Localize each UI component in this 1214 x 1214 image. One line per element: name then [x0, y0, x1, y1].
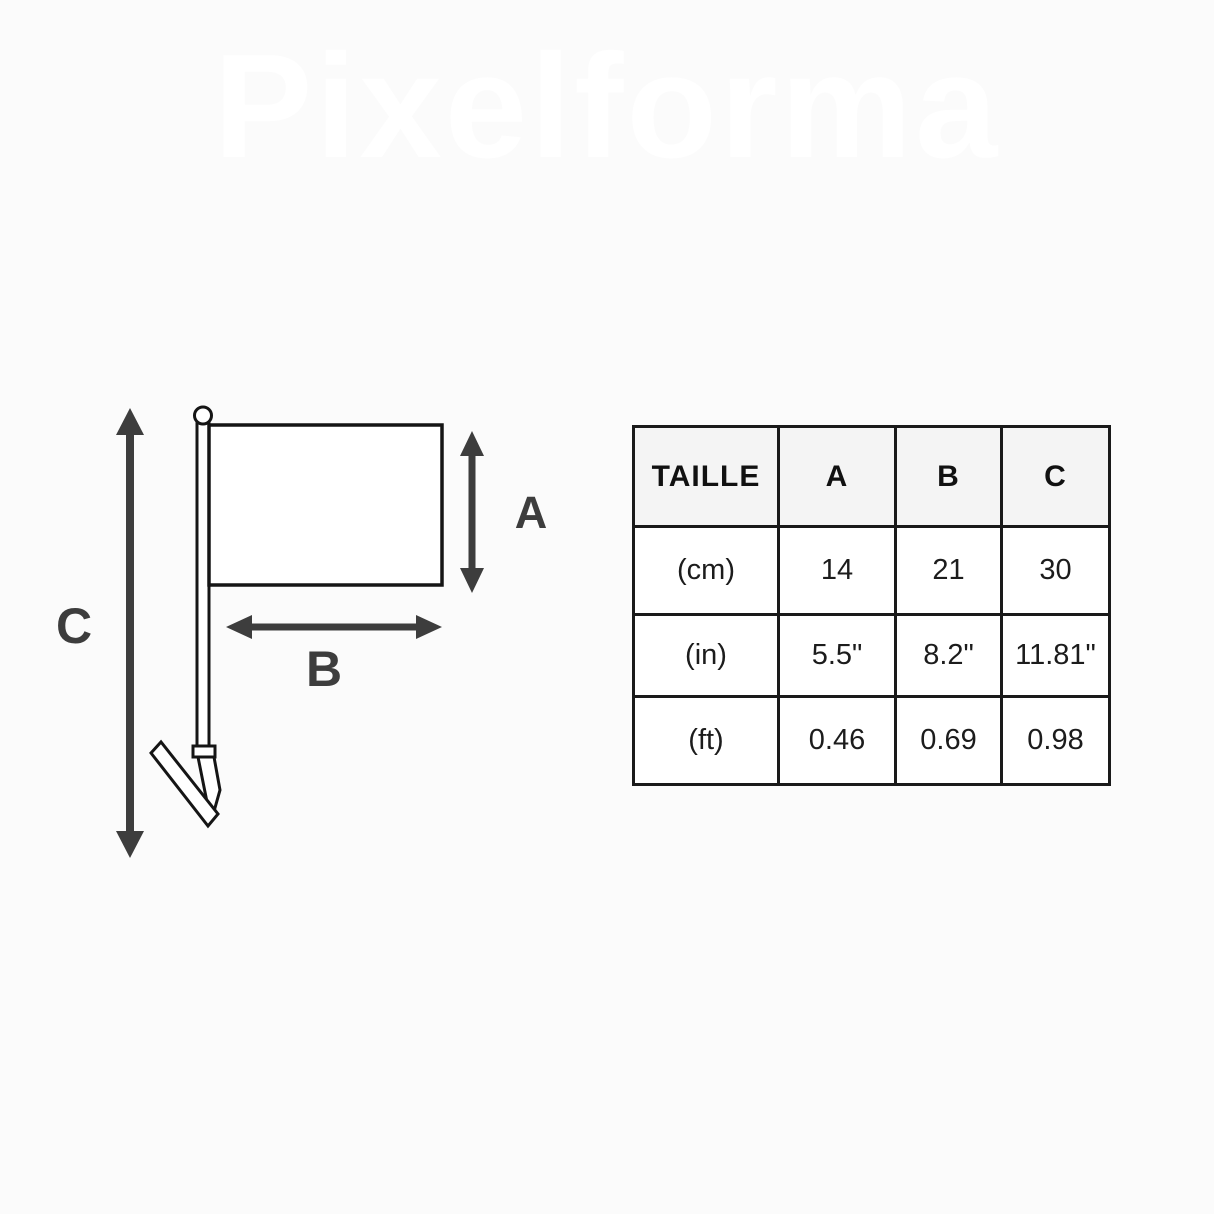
table-header-b: B — [897, 428, 1003, 528]
cell-cm-a: 14 — [780, 528, 897, 616]
dimension-label-a: A — [514, 487, 548, 538]
row-label-cm: (cm) — [635, 528, 780, 616]
table-header-taille: TAILLE — [635, 428, 780, 528]
table-header-a: A — [780, 428, 897, 528]
cell-in-b: 8.2" — [897, 616, 1003, 698]
cell-ft-a: 0.46 — [780, 698, 897, 783]
cell-ft-c: 0.98 — [1003, 698, 1108, 783]
window-clip-mount — [151, 742, 220, 826]
cell-ft-b: 0.69 — [897, 698, 1003, 783]
table-header-c: C — [1003, 428, 1108, 528]
dimension-arrow-c — [116, 408, 144, 858]
row-label-ft: (ft) — [635, 698, 780, 783]
dimension-arrow-a — [460, 431, 484, 593]
dimension-label-c: C — [55, 598, 93, 654]
flag-outline — [209, 425, 442, 585]
cell-in-c: 11.81" — [1003, 616, 1108, 698]
cell-cm-b: 21 — [897, 528, 1003, 616]
row-label-in: (in) — [635, 616, 780, 698]
dimension-arrow-b — [226, 615, 442, 639]
cell-cm-c: 30 — [1003, 528, 1108, 616]
dimension-label-b: B — [305, 641, 343, 697]
size-table — [632, 425, 1111, 786]
cell-in-a: 5.5" — [780, 616, 897, 698]
watermark-text: Pixelforma — [213, 24, 1001, 189]
